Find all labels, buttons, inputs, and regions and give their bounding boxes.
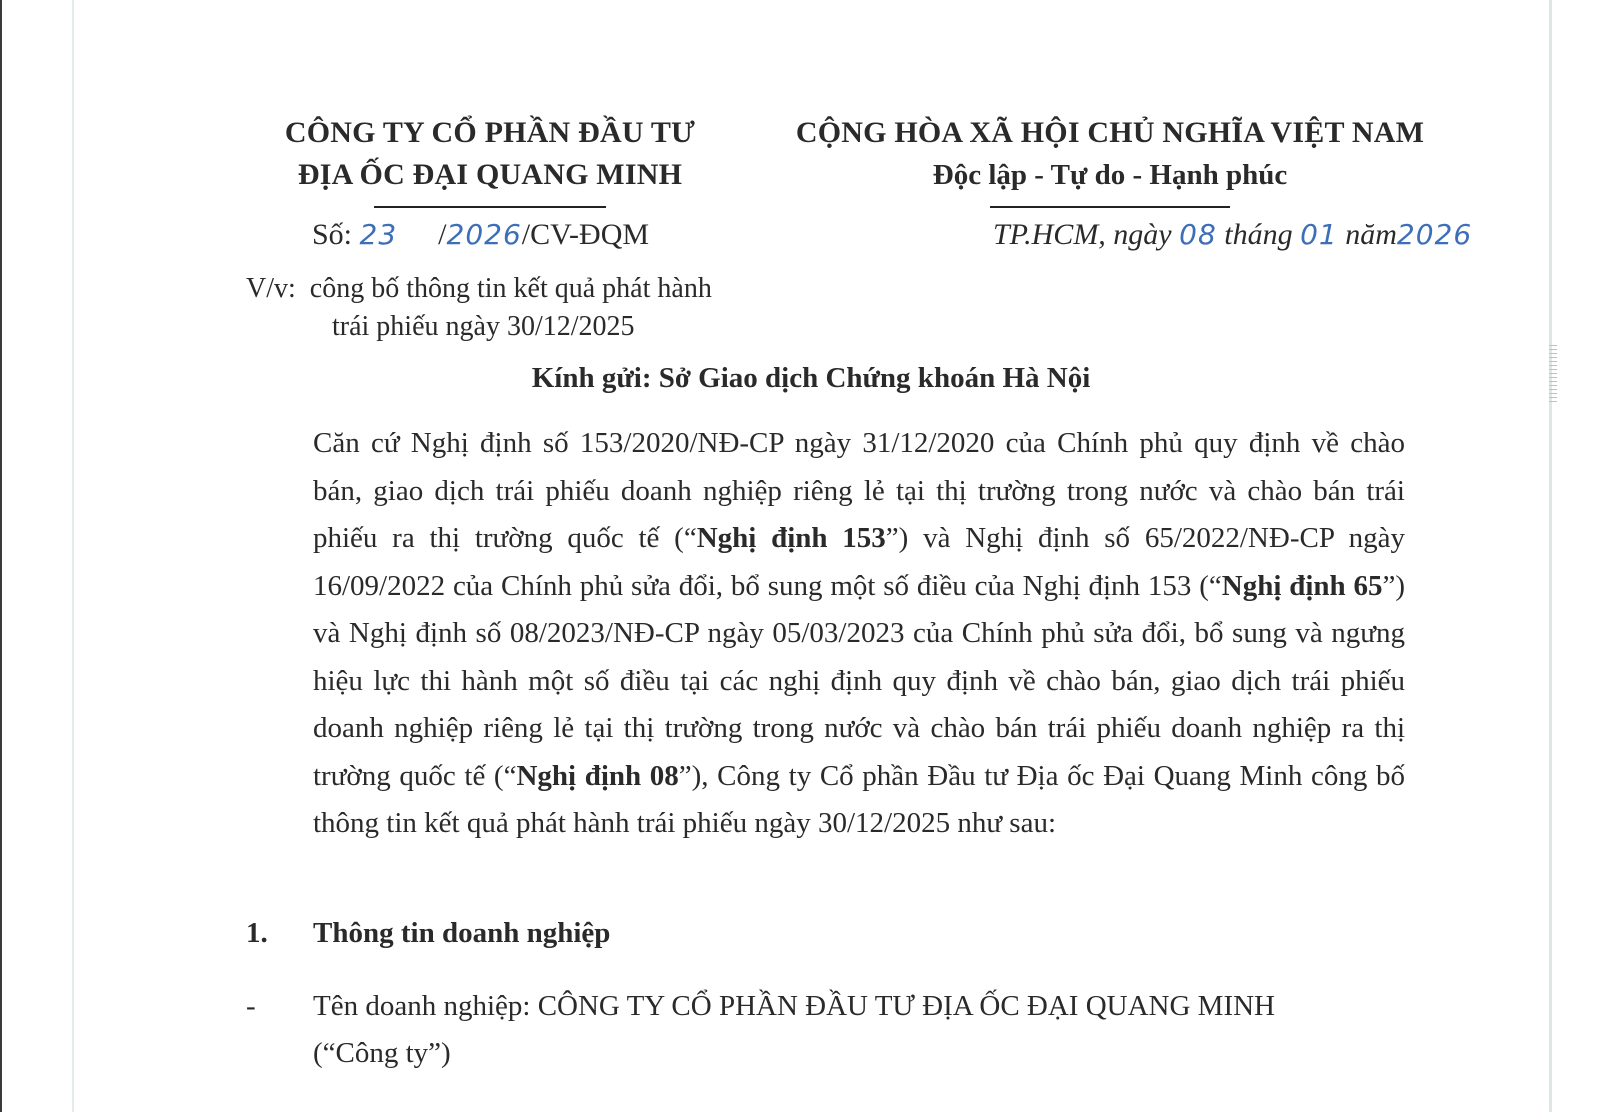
body-paragraph xyxy=(313,420,1405,848)
handwritten-year: 2026 xyxy=(1396,218,1473,251)
company-name-line1: CÔNG TY CỔ PHẦN ĐẦU TƯ xyxy=(284,116,696,149)
list-item-text: Tên doanh nghiệp: CÔNG TY CỔ PHẦN ĐẦU TƯ ĐỊA ỐC ĐẠI QUANG MINH xyxy=(313,990,1275,1022)
number-prefix: Số: xyxy=(312,218,353,251)
defined-term-153: Nghị định 153 xyxy=(696,522,886,554)
date-place: TP.HCM, ngày xyxy=(993,218,1172,251)
list-item-continuation: (“Công ty”) xyxy=(313,1037,451,1069)
section-title: Thông tin doanh nghiệp xyxy=(313,917,611,949)
company-underline xyxy=(374,206,606,208)
handwritten-doc-year: 2026 xyxy=(446,218,522,251)
page-left-margin-line xyxy=(72,0,74,1112)
month-label: tháng xyxy=(1224,218,1293,251)
section-number: 1. xyxy=(246,917,268,949)
subject-line xyxy=(246,270,712,346)
section-heading xyxy=(246,917,610,950)
company-name-line2: ĐỊA ỐC ĐẠI QUANG MINH xyxy=(297,158,683,191)
handwritten-day: 08 xyxy=(1179,218,1217,251)
country-name: CỘNG HÒA XÃ HỘI CHỦ NGHĨA VIỆT NAM xyxy=(795,116,1425,149)
body-text: ”), Công ty Cổ phần Đầu tư Địa ốc Đại Quang Minh công bố thông tin kết quả phát hành trái phiếu ngày 30/12/2025 như sau: xyxy=(313,759,1405,839)
document-number xyxy=(312,218,649,252)
national-header xyxy=(760,112,1460,208)
number-suffix: /CV-ĐQM xyxy=(521,218,650,251)
subject-text-line1: công bố thông tin kết quả phát hành xyxy=(309,273,712,304)
list-item xyxy=(246,983,1275,1077)
year-separator: / xyxy=(438,218,447,251)
document-date xyxy=(993,218,1472,252)
body-text: ”) và Nghị định số 08/2023/NĐ-CP ngày 05/03/2023 của Chính phủ sửa đổi, bổ sung và ngưng hiệu lực thi hành một số điều tại các nghị định quy định về chào bán, giao dịch trái phiếu doanh nghiệp riêng lẻ tại thị trường trong nước và chào bán trái phiếu doanh nghiệp ra thị trường quốc tế (“ xyxy=(313,569,1405,792)
page-right-margin-line xyxy=(1549,0,1552,1112)
list-bullet: - xyxy=(246,990,256,1022)
defined-term-08: Nghị định 08 xyxy=(516,759,679,792)
subject-text-line2: trái phiếu ngày 30/12/2025 xyxy=(332,311,635,342)
recipient-line: Kính gửi: Sở Giao dịch Chứng khoán Hà Nội xyxy=(531,362,1091,394)
scan-left-edge xyxy=(0,0,2,1112)
subject-label: V/v: xyxy=(246,273,296,304)
body-text: ”) và Nghị định số 65/2022/NĐ-CP ngày 16/09/2022 của Chính phủ sửa đổi, bổ sung một số điều của Nghị định 153 (“ xyxy=(313,522,1405,602)
national-motto: Độc lập - Tự do - Hạnh phúc xyxy=(932,159,1288,191)
handwritten-month: 01 xyxy=(1300,218,1338,251)
defined-term-65: Nghị định 65 xyxy=(1221,569,1383,602)
year-label: năm xyxy=(1345,218,1397,251)
company-header xyxy=(250,112,730,208)
motto-underline xyxy=(990,206,1230,208)
handwritten-number: 23 xyxy=(359,218,398,251)
body-text: Căn cứ Nghị định số 153/2020/NĐ-CP ngày 31/12/2020 của Chính phủ quy định về chào bán, giao dịch trái phiếu doanh nghiệp riêng lẻ tại thị trường trong nước và chào bán trái phiếu ra thị trường quốc tế (“ xyxy=(313,427,1405,554)
